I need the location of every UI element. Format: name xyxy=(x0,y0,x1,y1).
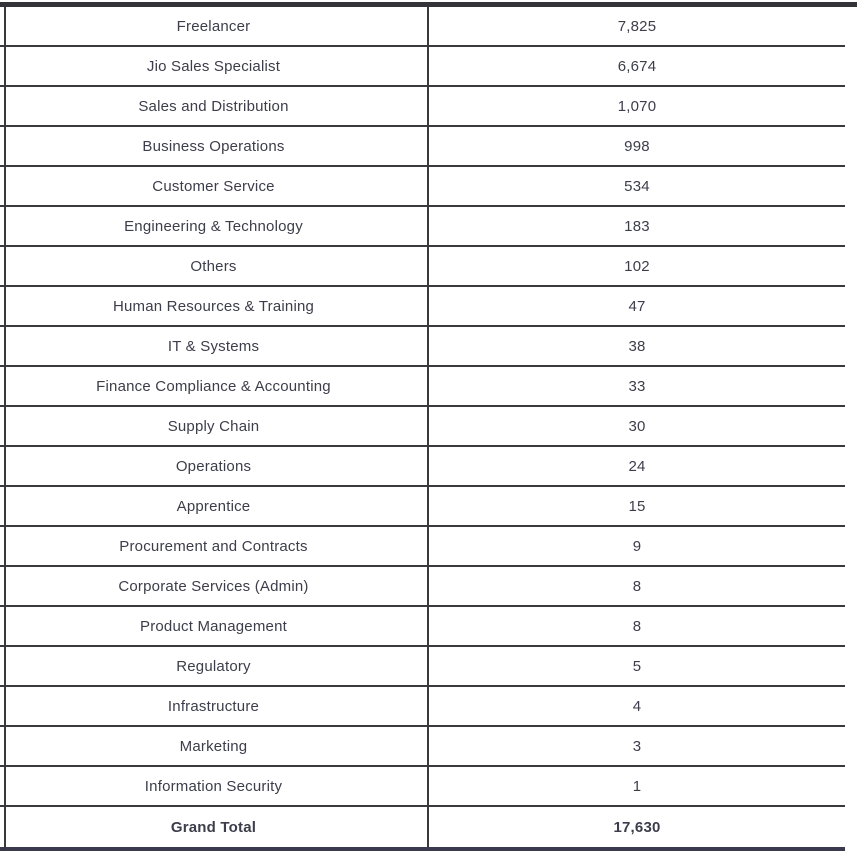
department-cell: Marketing xyxy=(179,737,248,755)
department-cell: Operations xyxy=(175,457,252,475)
department-cell: Information Security xyxy=(144,777,283,795)
table-row xyxy=(0,127,845,167)
department-count-table xyxy=(0,7,845,851)
department-cell: Regulatory xyxy=(176,657,251,675)
count-cell: 33 xyxy=(427,367,845,405)
department-cell: Engineering & Technology xyxy=(124,217,303,235)
count-cell: 8 xyxy=(427,607,845,645)
count-cell: 47 xyxy=(427,287,845,325)
table-row xyxy=(0,447,845,487)
department-cell: Corporate Services (Admin) xyxy=(118,577,309,595)
table-row xyxy=(0,287,845,327)
table-row xyxy=(0,87,845,127)
count-cell: 183 xyxy=(427,207,845,245)
count-cell: 534 xyxy=(427,167,845,205)
department-cell: Freelancer xyxy=(176,17,251,35)
department-cell: Grand Total xyxy=(170,818,257,836)
count-cell: 998 xyxy=(427,127,845,165)
department-cell: Finance Compliance & Accounting xyxy=(96,377,331,395)
department-cell: Business Operations xyxy=(142,137,285,155)
department-cell: Customer Service xyxy=(152,177,275,195)
table-row xyxy=(0,247,845,287)
table-row xyxy=(0,567,845,607)
department-cell: IT & Systems xyxy=(167,337,260,355)
count-cell: 15 xyxy=(427,487,845,525)
count-cell: 9 xyxy=(427,527,845,565)
table-left-border xyxy=(4,7,6,851)
count-cell: 102 xyxy=(427,247,845,285)
table-row xyxy=(0,727,845,767)
count-cell: 4 xyxy=(427,687,845,725)
table-row xyxy=(0,47,845,87)
table-row xyxy=(0,607,845,647)
count-cell: 30 xyxy=(427,407,845,445)
table-row xyxy=(0,167,845,207)
table-row xyxy=(0,207,845,247)
table-row xyxy=(0,647,845,687)
department-cell: Procurement and Contracts xyxy=(119,537,308,555)
table-row xyxy=(0,367,845,407)
table-row xyxy=(0,327,845,367)
table-row xyxy=(0,527,845,567)
department-cell: Product Management xyxy=(139,617,287,635)
count-cell: 6,674 xyxy=(427,47,845,85)
department-cell: Sales and Distribution xyxy=(138,97,289,115)
grand-total-row xyxy=(0,807,845,851)
count-cell: 1,070 xyxy=(427,87,845,125)
table-row xyxy=(0,7,845,47)
count-cell: 17,630 xyxy=(427,807,845,847)
count-cell: 24 xyxy=(427,447,845,485)
department-cell: Jio Sales Specialist xyxy=(146,57,281,75)
table-row xyxy=(0,407,845,447)
count-cell: 1 xyxy=(427,767,845,805)
count-cell: 8 xyxy=(427,567,845,605)
department-cell: Supply Chain xyxy=(167,417,260,435)
count-cell: 38 xyxy=(427,327,845,365)
table-row xyxy=(0,767,845,807)
department-cell: Apprentice xyxy=(176,497,251,515)
department-cell: Others xyxy=(190,257,237,275)
department-cell: Human Resources & Training xyxy=(112,297,315,315)
table-row xyxy=(0,487,845,527)
count-cell: 7,825 xyxy=(427,7,845,45)
count-cell: 5 xyxy=(427,647,845,685)
count-cell: 3 xyxy=(427,727,845,765)
department-cell: Infrastructure xyxy=(167,697,260,715)
table-row xyxy=(0,687,845,727)
